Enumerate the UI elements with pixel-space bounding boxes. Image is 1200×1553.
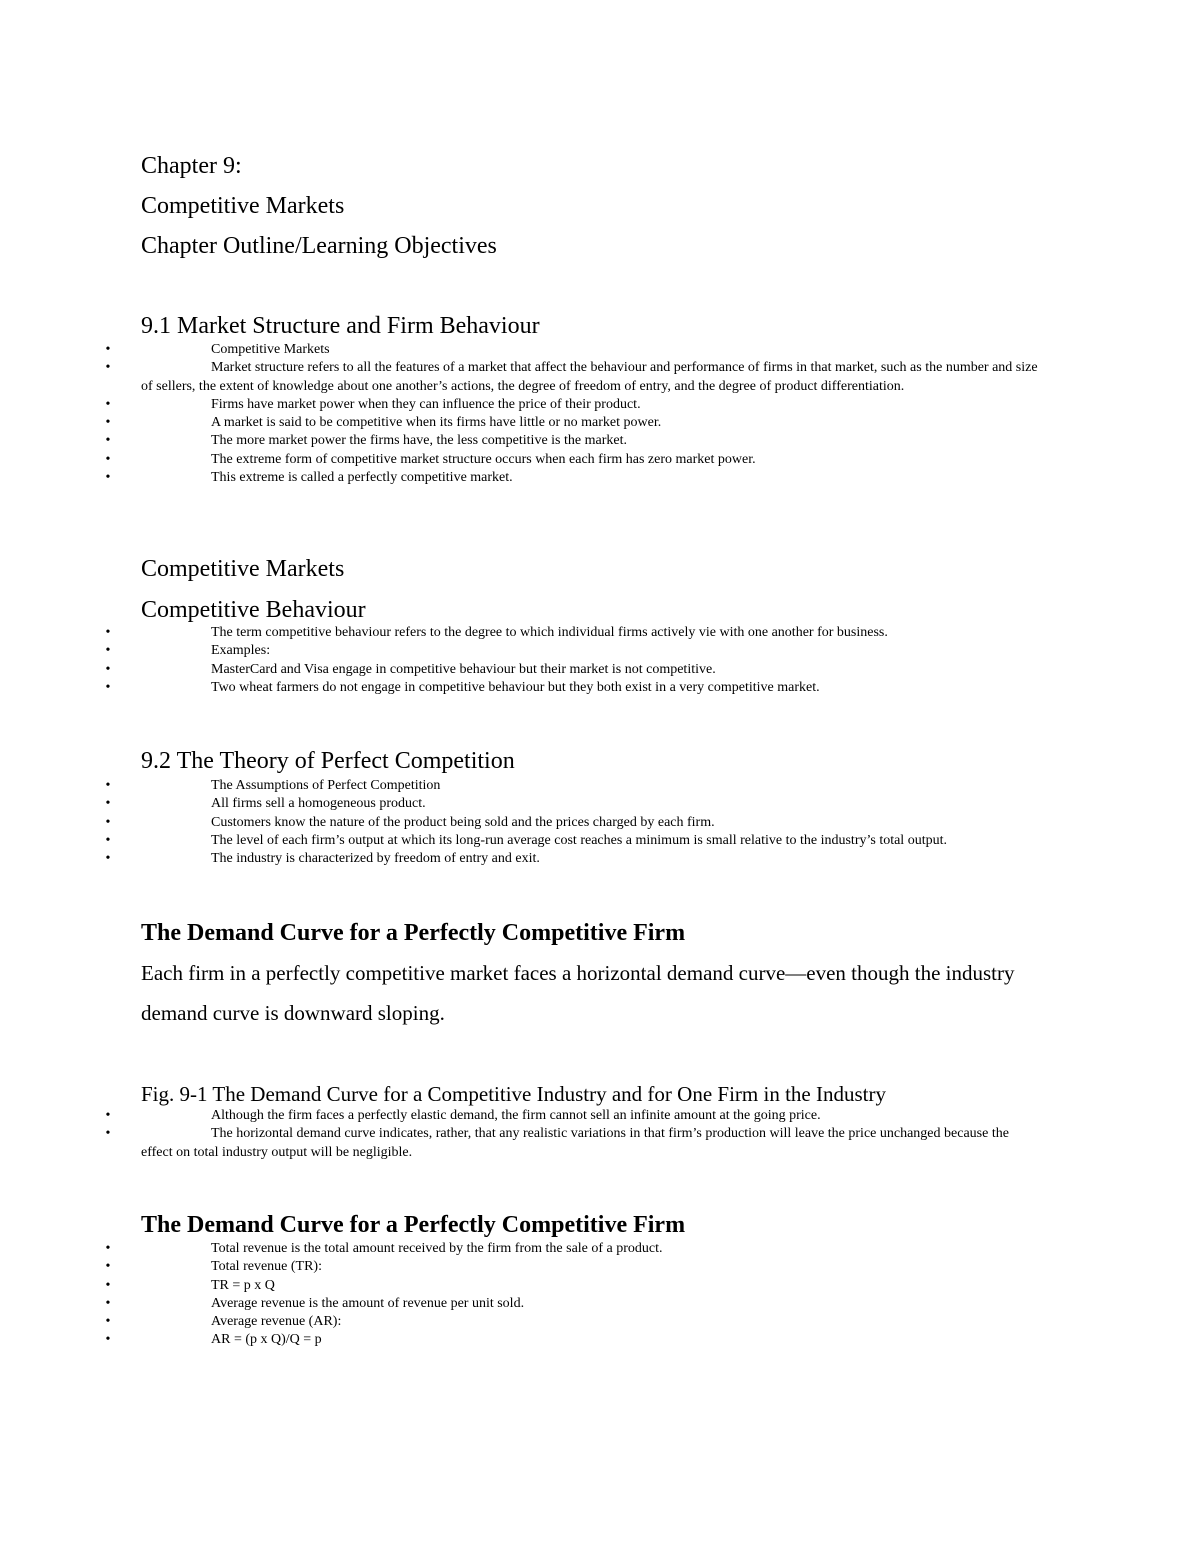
list-item: • The term competitive behaviour refers to the degree to which individual firms actively vie with one another for business. <box>141 624 1041 642</box>
section6-bullet-list <box>105 1240 1041 1350</box>
list-item: • Market structure refers to all the features of a market that affect the behaviour and performance of firms in that market, such as the number and size of sellers, the extent of knowledge about one another’s actions, the degree of freedom of entry, and the degree of product differentiation. <box>105 360 1038 394</box>
list-item: • The more market power the firms have, the less competitive is the market. <box>141 432 1041 450</box>
list-item: • Firms have market power when they can influence the price of their product. <box>141 396 1041 414</box>
section-heading-competitive-markets: Competitive Markets <box>141 556 345 582</box>
bullet-icon: • <box>105 1295 111 1311</box>
bullet-icon: • <box>105 1126 111 1142</box>
list-item: • Although the firm faces a perfectly elastic demand, the firm cannot sell an infinite amount at the going price. <box>141 1107 1041 1125</box>
bullet-icon: • <box>105 433 111 449</box>
section-heading-demand-curve-2: The Demand Curve for a Perfectly Competitive Firm <box>141 1212 686 1238</box>
bullet-icon: • <box>105 1259 111 1275</box>
demand-curve-paragraph: Each firm in a perfectly competitive market faces a horizontal demand curve—even though the industry demand curve is downward sloping. <box>141 961 1015 1025</box>
list-item: • The extreme form of competitive market structure occurs when each firm has zero market power. <box>141 451 1041 469</box>
bullet-icon: • <box>105 415 111 431</box>
list-item: • The Assumptions of Perfect Competition <box>141 777 1041 795</box>
bullet-icon: • <box>105 1314 111 1330</box>
list-item: • MasterCard and Visa engage in competitive behaviour but their market is not competitive. <box>141 661 1041 679</box>
bullet-icon: • <box>105 396 111 412</box>
bullet-icon: • <box>105 1241 111 1256</box>
list-item: • The horizontal demand curve indicates, rather, that any realistic variations in that firm’s production will leave the price unchanged because the effect on total industry output will be negligible. <box>105 1126 1009 1160</box>
bullet-icon: • <box>105 796 111 812</box>
list-item: • This extreme is called a perfectly competitive market. <box>141 469 1041 487</box>
chapter-label: Chapter 9: <box>141 153 242 179</box>
section1-bullet-list <box>105 341 1041 487</box>
list-item: • Competitive Markets <box>141 341 1041 359</box>
list-item: • Two wheat farmers do not engage in competitive behaviour but they both exist in a very competitive market. <box>141 679 1041 697</box>
bullet-icon: • <box>105 1332 111 1348</box>
bullet-icon: • <box>105 851 111 867</box>
section-heading-9-1: 9.1 Market Structure and Firm Behaviour <box>141 313 540 339</box>
list-item: • All firms sell a homogeneous product. <box>141 795 1041 813</box>
bullet-icon: • <box>105 661 111 677</box>
figure-caption: Fig. 9-1 The Demand Curve for a Competitive Industry and for One Firm in the Industry <box>141 1082 886 1106</box>
bullet-icon: • <box>105 814 111 830</box>
section3-bullet-list <box>105 777 1041 868</box>
bullet-icon: • <box>105 1108 111 1123</box>
bullet-icon: • <box>105 679 111 695</box>
list-item: • The industry is characterized by freedom of entry and exit. <box>141 850 1041 868</box>
list-item: • AR = (p x Q)/Q = p <box>141 1331 1041 1349</box>
bullet-icon: • <box>105 470 111 486</box>
bullet-icon: • <box>105 625 111 640</box>
bullet-icon: • <box>105 360 111 376</box>
chapter-title: Competitive Markets <box>141 193 345 219</box>
chapter-outline-heading: Chapter Outline/Learning Objectives <box>141 233 497 259</box>
section-heading-competitive-behaviour: Competitive Behaviour <box>141 597 366 623</box>
list-item: • TR = p x Q <box>141 1277 1041 1295</box>
section-heading-9-2: 9.2 The Theory of Perfect Competition <box>141 748 515 774</box>
list-item: • A market is said to be competitive when its firms have little or no market power. <box>141 414 1041 432</box>
bullet-icon: • <box>105 451 111 467</box>
bullet-icon: • <box>105 1277 111 1293</box>
section2-bullet-list <box>105 624 1041 697</box>
list-item: • Average revenue is the amount of revenue per unit sold. <box>141 1295 1041 1313</box>
bullet-icon: • <box>105 832 111 848</box>
list-item: • Average revenue (AR): <box>141 1313 1041 1331</box>
list-item: • The level of each firm’s output at which its long-run average cost reaches a minimum is small relative to the industry’s total output. <box>141 832 1041 850</box>
bullet-icon: • <box>105 342 111 357</box>
list-item: • Customers know the nature of the product being sold and the prices charged by each firm. <box>141 814 1041 832</box>
list-item: • Examples: <box>141 642 1041 660</box>
list-item: • Total revenue is the total amount received by the firm from the sale of a product. <box>141 1240 1041 1258</box>
section5-bullet-list <box>105 1107 1041 1162</box>
list-item: • Total revenue (TR): <box>141 1258 1041 1276</box>
bullet-icon: • <box>105 778 111 793</box>
bullet-icon: • <box>105 643 111 659</box>
section-heading-demand-curve: The Demand Curve for a Perfectly Competitive Firm <box>141 920 686 946</box>
